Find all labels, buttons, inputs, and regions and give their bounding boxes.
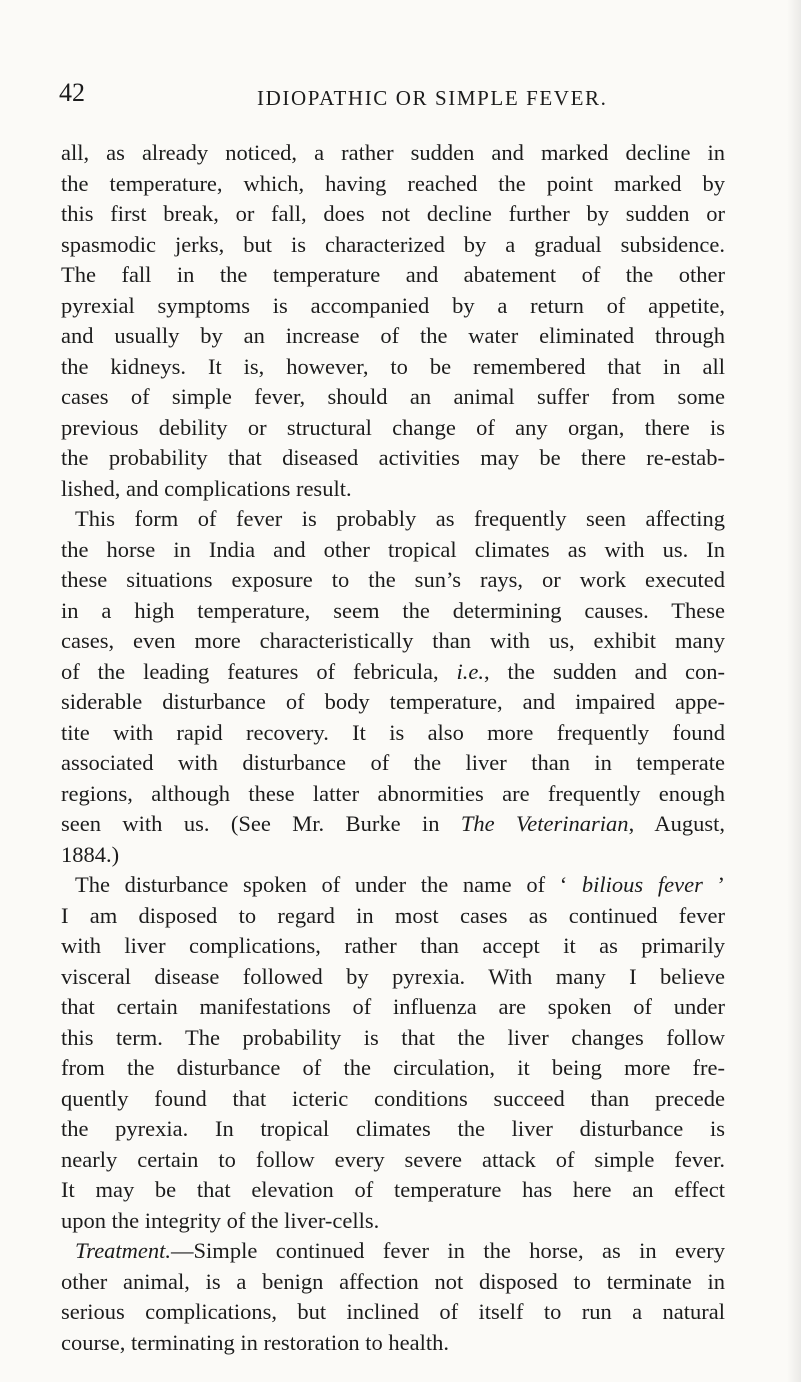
text-segment: cases, even more characteristically than with us, exhibit many — [61, 628, 725, 653]
text-segment: 1884.) — [61, 841, 120, 867]
text-segment: quently found that icteric conditions succeed than precede — [61, 1085, 725, 1111]
text-line — [61, 1084, 725, 1115]
text-segment: I am disposed to regard in most cases as continued fever — [61, 902, 725, 928]
text-line — [61, 779, 725, 810]
text-segment: in a high temperature, seem the determining causes. These — [61, 597, 725, 623]
text-line — [61, 596, 725, 627]
text-segment: spasmodic jerks, but is characterized by a gradual subsidence. — [61, 231, 725, 257]
text-segment: nearly certain to follow every severe attack of simple fever. — [61, 1146, 725, 1172]
text-line — [61, 138, 725, 169]
text-line — [61, 962, 725, 993]
text-segment: these situations exposure to the sun’s rays, or work executed — [61, 567, 725, 592]
text-line — [61, 382, 725, 413]
text-line — [61, 626, 725, 657]
text-segment: other animal, is a benign affection not disposed to terminate in — [61, 1268, 725, 1294]
page-number: 42 — [59, 78, 85, 107]
text-segment: ’ — [702, 872, 725, 897]
text-line — [61, 1206, 725, 1237]
text-segment: regions, although these latter abnormities are frequently enough — [61, 780, 725, 806]
italic-text: The Veterinarian — [460, 811, 629, 836]
text-line — [61, 1236, 725, 1267]
text-segment: associated with disturbance of the liver than in temperate — [61, 750, 725, 775]
text-segment: this term. The probability is that the liver changes follow — [61, 1024, 725, 1050]
text-segment: The disturbance spoken of under the name of ‘ — [75, 872, 582, 897]
text-line — [61, 809, 725, 840]
text-segment: , August, — [628, 811, 725, 836]
text-line — [61, 443, 725, 474]
page-edge-shadow — [787, 0, 801, 1382]
text-segment: It may be that elevation of temperature has here an effect — [61, 1177, 725, 1202]
text-line — [61, 291, 725, 322]
text-segment: serious complications, but inclined of itself to run a natural — [61, 1299, 725, 1324]
text-segment: of the leading features of febricula, — [61, 658, 457, 684]
text-line — [61, 199, 725, 230]
page-header — [0, 78, 801, 116]
text-segment: all, as already noticed, a rather sudden and marked decline in — [61, 140, 725, 165]
text-line — [61, 260, 725, 291]
text-line — [61, 870, 725, 901]
text-segment: , the sudden and con- — [484, 658, 725, 684]
text-segment: the pyrexia. In tropical climates the liver disturbance is — [61, 1116, 725, 1141]
body-text — [61, 138, 725, 1358]
running-title: IDIOPATHIC OR SIMPLE FEVER. — [257, 86, 608, 110]
text-segment: the kidneys. It is, however, to be remembered that in all — [61, 353, 725, 379]
text-line — [61, 504, 725, 535]
italic-text: bilious fever — [581, 872, 703, 897]
text-segment: The fall in the temperature and abatement of the other — [61, 262, 725, 287]
text-segment: tite with rapid recovery. It is also more frequently found — [61, 719, 725, 745]
text-segment: the horse in India and other tropical climates as with us. In — [61, 536, 725, 562]
text-segment: with liver complications, rather than accept it as primarily — [61, 933, 725, 958]
text-line — [61, 474, 725, 505]
text-segment: that certain manifestations of influenza are spoken of under — [61, 994, 725, 1019]
text-line — [61, 413, 725, 444]
text-segment: visceral disease followed by pyrexia. With many I believe — [61, 963, 725, 989]
text-line — [61, 657, 725, 688]
text-segment: from the disturbance of the circulation, it being more fre- — [61, 1055, 725, 1080]
text-line — [61, 1114, 725, 1145]
italic-text: i.e. — [456, 658, 484, 684]
text-line — [61, 1175, 725, 1206]
text-segment: and usually by an increase of the water eliminated through — [61, 323, 725, 348]
text-segment: siderable disturbance of body temperature, and impaired appe- — [61, 689, 725, 714]
text-line — [61, 687, 725, 718]
text-segment: this first break, or fall, does not decline further by sudden or — [61, 201, 725, 226]
text-line — [61, 169, 725, 200]
text-line — [61, 1267, 725, 1298]
text-line — [61, 1023, 725, 1054]
text-line — [61, 992, 725, 1023]
text-segment: course, terminating in restoration to health. — [61, 1329, 450, 1355]
text-segment: pyrexial symptoms is accompanied by a return of appetite, — [61, 292, 725, 318]
text-segment: This form of fever is probably as frequently seen affecting — [75, 506, 725, 531]
text-line — [61, 1053, 725, 1084]
italic-text: Treatment. — [75, 1238, 172, 1263]
text-line — [61, 718, 725, 749]
text-segment: lished, and complications result. — [61, 475, 352, 501]
text-segment: upon the integrity of the liver-cells. — [61, 1207, 380, 1233]
text-line — [61, 931, 725, 962]
text-line — [61, 840, 725, 871]
text-line — [61, 321, 725, 352]
text-line — [61, 748, 725, 779]
text-segment: the probability that diseased activities may be there re-estab- — [61, 445, 725, 470]
text-line — [61, 901, 725, 932]
text-segment: —Simple continued fever in the horse, as in every — [171, 1238, 725, 1263]
text-segment: previous debility or structural change of any organ, there is — [61, 414, 725, 440]
text-line — [61, 1145, 725, 1176]
text-line — [61, 535, 725, 566]
text-line — [61, 230, 725, 261]
text-line — [61, 565, 725, 596]
text-line — [61, 1328, 725, 1359]
text-segment: cases of simple fever, should an animal suffer from some — [61, 384, 725, 409]
text-segment: seen with us. (See Mr. Burke in — [61, 811, 461, 836]
text-segment: the temperature, which, having reached the point marked by — [61, 170, 725, 196]
text-line — [61, 352, 725, 383]
text-line — [61, 1297, 725, 1328]
